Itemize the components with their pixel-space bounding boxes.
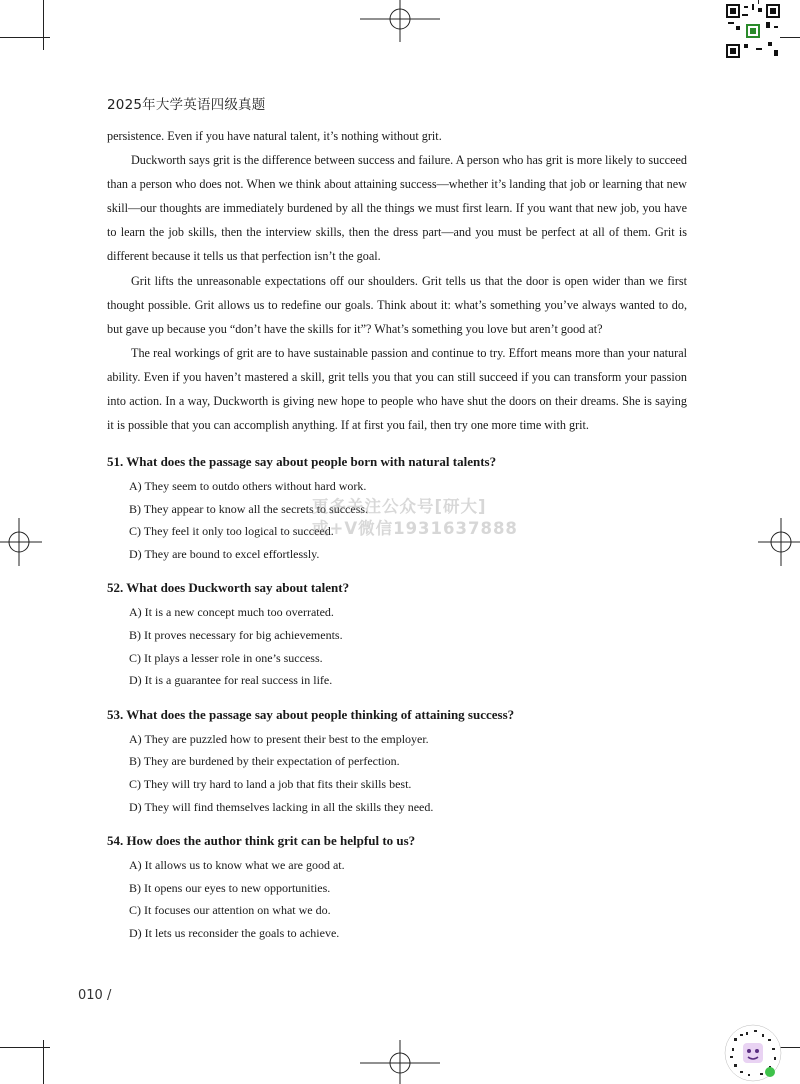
watermark-line: 或+V微信1931637888: [312, 519, 518, 538]
passage-paragraph: persistence. Even if you have natural talent, it’s nothing without grit.: [107, 129, 442, 143]
answer-option-d: D) They are bound to excel effortlessly.: [129, 546, 320, 561]
running-header: 2025年大学英语四级真题: [107, 97, 266, 113]
watermark: [312, 496, 518, 540]
answer-option-d: D) They will find themselves lacking in all the skills they need.: [129, 799, 434, 814]
answer-option-a: A) They are puzzled how to present their best to the employer.: [129, 731, 429, 746]
registration-mark-icon: [758, 518, 800, 566]
question-stem: 52. What does Duckworth say about talent?: [107, 580, 350, 596]
passage: [107, 124, 687, 437]
answer-option-c: C) It plays a lesser role in one’s success.: [129, 650, 323, 665]
answer-option-b: B) It proves necessary for big achievements.: [129, 627, 343, 642]
answer-option-b: B) They are burdened by their expectation of perfection.: [129, 754, 400, 769]
question-53: [107, 702, 687, 818]
answer-option-b: B) It opens our eyes to new opportunities.: [129, 880, 331, 895]
passage-paragraph: The real workings of grit are to have sustainable passion and continue to try. Effort means more than your natural ability. Even if you haven’t mastered a skill, grit tells you that you can still succeed if you can transform your passion into action. In a way, Duckworth is giving new hope to people who have shut the doors on their dreams. She is saying it is possible that you can accomplish anything. If at first you fail, then try one more time with grit.: [107, 345, 687, 433]
registration-mark-icon: [360, 1040, 440, 1084]
answer-option-d: D) It lets us reconsider the goals to achieve.: [129, 925, 340, 940]
question-54: [107, 828, 687, 944]
answer-option-a: A) It is a new concept much too overrated.: [129, 605, 334, 620]
qr-code-icon[interactable]: [726, 4, 780, 58]
answer-option-a: A) They seem to outdo others without hard work.: [129, 479, 367, 493]
answer-option-b: B) They appear to know all the secrets to success.: [129, 501, 369, 516]
answer-option-c: C) It focuses our attention on what we do.: [129, 903, 331, 918]
question-stem: 53. What does the passage say about people thinking of attaining success?: [107, 706, 515, 722]
mascot-sticker-icon[interactable]: [724, 1024, 782, 1082]
watermark-line: 更多关注公众号[研大]: [312, 497, 487, 516]
page-number: 010 /: [78, 988, 112, 1003]
answer-option-a: A) It allows us to know what we are good at.: [129, 858, 345, 873]
registration-mark-icon: [0, 518, 42, 566]
answer-option-c: C) They feel it only too logical to succeed.: [129, 524, 334, 539]
answer-option-d: D) It is a guarantee for real success in life.: [129, 673, 333, 688]
passage-paragraph: Duckworth says grit is the difference between success and failure. A person who has grit is more likely to succeed than a person who does not. When we think about attaining success—whether it’s landing that job or learning that new skill—our thoughts are immediately burdened by all the things we must first learn. If you want that new job, you have to learn the job skills, then the interview skills, then the dress part—and you must be perfect at all of them. Grit is different because it tells us that perfection isn’t the goal.: [107, 153, 687, 264]
question-stem: 54. How does the author think grit can be helpful to us?: [107, 833, 416, 849]
registration-mark-icon: [360, 0, 440, 42]
question-stem: 51. What does the passage say about people born with natural talents?: [107, 454, 497, 469]
question-52: [107, 575, 687, 691]
passage-paragraph: Grit lifts the unreasonable expectations off our shoulders. Grit tells us that the door is open wider than we first thought possible. Grit allows us to redefine our goals. Think about it: what’s something you’ve always wanted to do, but gave up because you “don’t have the skills for it”? What’s something you love but aren’t good at?: [107, 273, 687, 336]
answer-option-c: C) They will try hard to land a job that fits their skills best.: [129, 776, 412, 791]
